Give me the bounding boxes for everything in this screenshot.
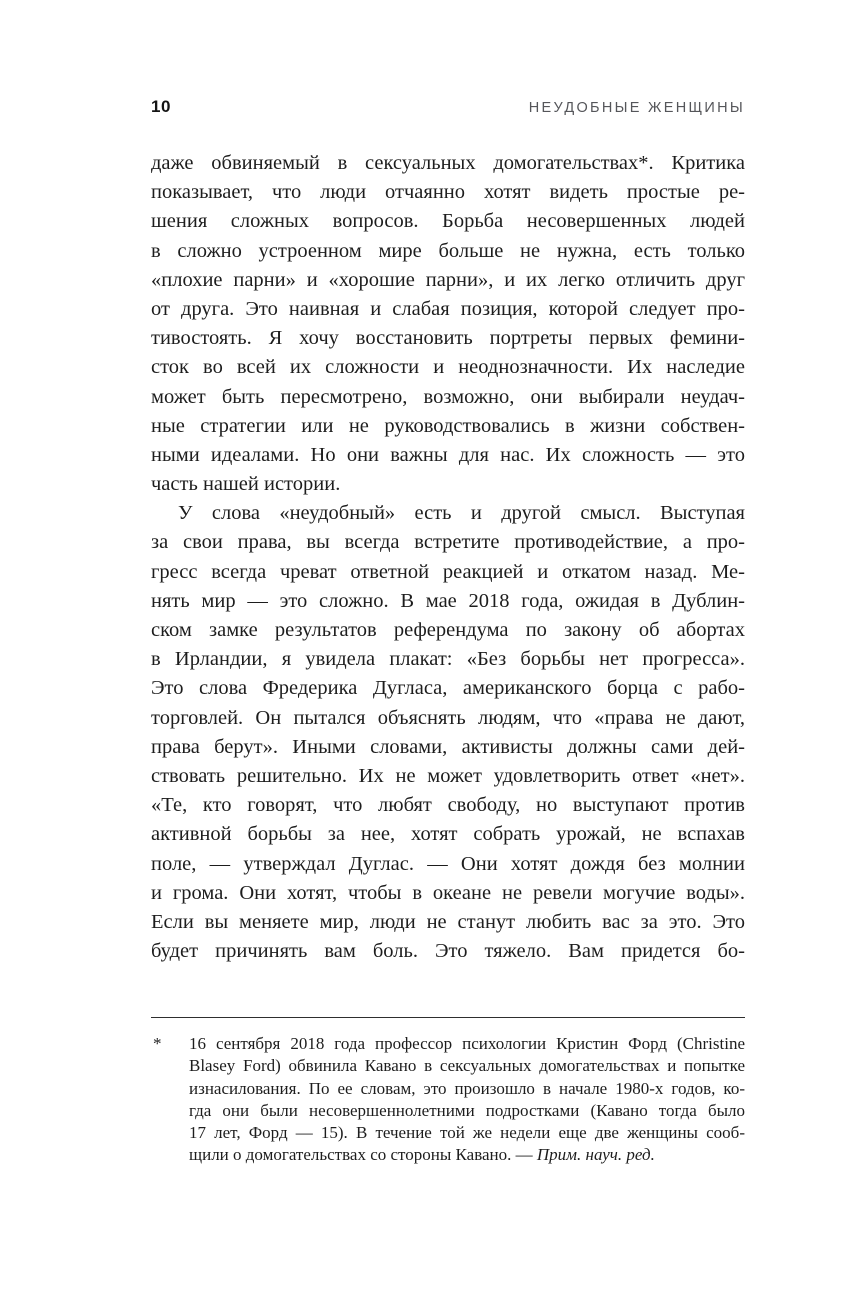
text-line: активной борьбы за нее, хотят собрать урожай, не вспахав: [151, 823, 745, 846]
text-line: 17 лет, Форд — 15). В течение той же недели еще две женщины сооб-: [189, 1123, 745, 1143]
footnote: [151, 1033, 745, 1167]
text-line: «плохие парни» и «хорошие парни», и их легко отличить друг: [151, 268, 745, 291]
text-line: может быть пересмотрено, возможно, они выбирали неудач-: [151, 385, 745, 408]
text-line: гда они были несовершеннолетними подростками (Кавано тогда было: [189, 1100, 745, 1120]
footnote-separator: [151, 1017, 745, 1018]
page-number: 10: [151, 97, 171, 116]
text-line: Blasey Ford) обвинила Кавано в сексуальных домогательствах и попытке: [189, 1056, 745, 1076]
footnote-attribution: Прим. науч. ред.: [536, 1145, 655, 1165]
text-line: У слова «неудобный» есть и другой смысл. Выступая: [178, 502, 745, 525]
text-line: в сложно устроенном мире больше не нужна, есть только: [151, 239, 745, 262]
text-line: от друга. Это наивная и слабая позиция, которой следует про-: [151, 297, 745, 320]
text-line: даже обвиняемый в сексуальных домогательствах*. Критика: [151, 152, 745, 174]
running-title: НЕУДОБНЫЕ ЖЕНЩИНЫ: [528, 100, 745, 116]
text-line: ствовать решительно. Их не может удовлетворить ответ «нет».: [151, 764, 745, 787]
body-text: [151, 149, 745, 966]
text-line: гресс всегда чреват ответной реакцией и откатом назад. Ме-: [151, 560, 745, 583]
text-line: показывает, что люди отчаянно хотят видеть простые ре-: [151, 181, 745, 204]
text-line: ными идеалами. Но они важны для нас. Их сложность — это: [151, 443, 745, 466]
page-header: [151, 97, 745, 117]
footnote-text: [189, 1033, 745, 1167]
footnote-marker: *: [153, 1034, 162, 1053]
text-line: за свои права, вы всегда встретите противодействие, а про-: [151, 531, 745, 554]
text-line: Если вы меняете мир, люди не станут любить вас за это. Это: [151, 910, 745, 933]
text-line: часть нашей истории.: [151, 473, 341, 496]
text-line: шения сложных вопросов. Борьба несовершенных людей: [151, 210, 745, 233]
text-line: ском замке результатов референдума по закону об абортах: [151, 619, 745, 641]
text-line: поле, — утверждал Дуглас. — Они хотят дождя без молнии: [151, 852, 745, 875]
text-line: в Ирландии, я увидела плакат: «Без борьбы нет прогресса».: [151, 648, 745, 671]
text-line: изнасилования. По ее словам, это произошло в начале 1980-х годов, ко-: [189, 1078, 745, 1098]
text-line: тивостоять. Я хочу восстановить портреты первых фемини-: [151, 327, 745, 350]
text-line: [189, 1144, 745, 1166]
text-line: Это слова Фредерика Дугласа, американского борца с рабо-: [151, 677, 745, 700]
text-line: «Те, кто говорят, что любят свободу, но выступают против: [151, 794, 745, 817]
text-line: права берут». Иными словами, активисты должны сами дей-: [151, 735, 745, 758]
text-line: будет причинять вам боль. Это тяжело. Вам придется бо-: [151, 940, 745, 963]
text-line: 16 сентября 2018 года профессор психологии Кристин Форд (Christine: [189, 1034, 745, 1053]
text-line: ные стратегии или не руководствовались в жизни собствен-: [151, 414, 745, 437]
text-line: и грома. Они хотят, чтобы в океане не ревели могучие воды».: [151, 881, 745, 904]
text-line: сток во всей их сложности и неоднозначности. Их наследие: [151, 356, 745, 379]
footnote-last-line-text: щили о домогательствах со стороны Кавано. —: [189, 1145, 537, 1165]
text-line: торговлей. Он пытался объяснять людям, что «права не дают,: [151, 706, 745, 729]
text-line: нять мир — это сложно. В мае 2018 года, ожидая в Дублин-: [151, 589, 745, 612]
